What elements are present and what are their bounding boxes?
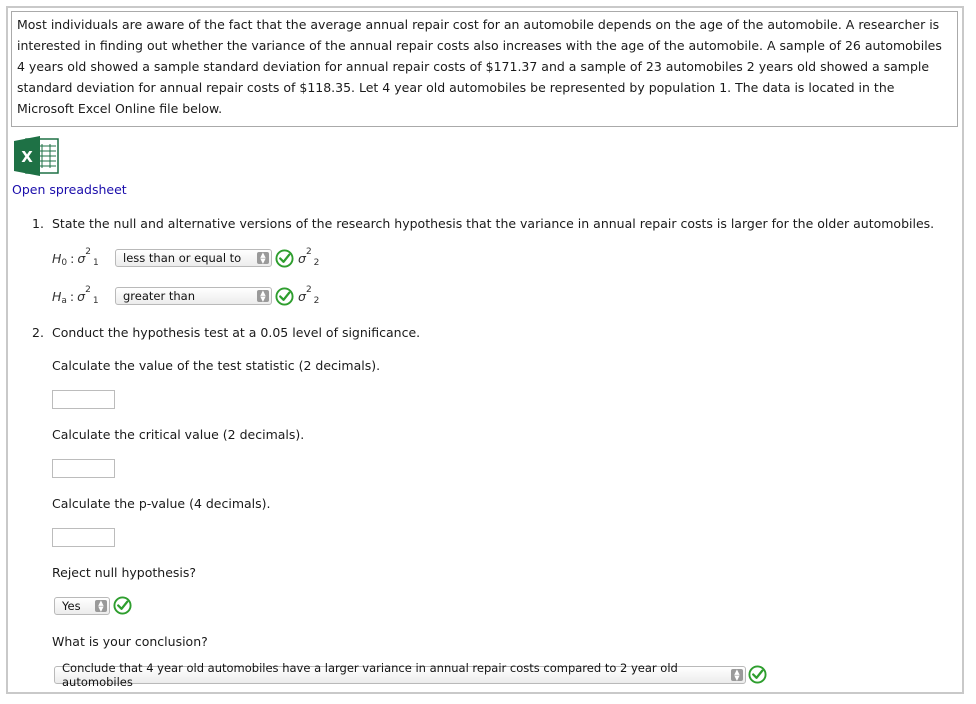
q1-text: State the null and alternative versions of the research hypothesis that the variance in annual repair costs is larger for the older automobiles. <box>52 216 935 231</box>
excel-icon[interactable] <box>14 136 60 176</box>
h0-sigma2: σ <box>298 250 306 266</box>
conclusion-value: Conclude that 4 year old automobiles have a larger variance in annual repair costs compared to 2 year old automobiles <box>62 661 678 689</box>
reject-select[interactable] <box>54 597 110 615</box>
h0-subscript: 0 <box>61 258 68 268</box>
ha-pop2: 2 <box>313 296 320 306</box>
h0-sigma1: σ <box>77 250 86 266</box>
ha-colon: : <box>69 288 75 304</box>
reject-value: Yes <box>62 599 81 613</box>
svg-text:X: X <box>21 148 33 166</box>
chevron-updown-icon: ▲ ▼ <box>257 290 269 302</box>
ha-row <box>52 286 99 306</box>
check-icon <box>275 249 294 268</box>
ha-sigma1: σ <box>77 288 86 304</box>
ha-relation-value: greater than <box>123 289 195 303</box>
ha-sq1: 2 <box>85 285 91 295</box>
conclusion-select[interactable] <box>54 661 746 689</box>
h0-sq1: 2 <box>85 247 92 257</box>
h0-colon: : <box>70 250 75 266</box>
critical-value-input[interactable] <box>52 459 115 478</box>
intro-text: Most individuals are aware of the fact that the average annual repair cost for an automobile depends on the age of the automobile. A researcher is interested in finding out whether the variance of the annual repair costs also increases with the age of the automobile. A sample of 26 automobiles 4 years old showed a sample standard deviation for annual repair costs of $171.37 and a sample of 23 automobiles 2 years old showed a sample standard deviation for annual repair costs of $118.35. Let 4 year old automobiles be represented by population 1. The data is located in the Microsoft Excel Online file below. <box>17 17 942 116</box>
chevron-updown-icon: ▲ ▼ <box>95 600 107 612</box>
q2-number: 2. <box>32 325 44 340</box>
h0-pop1: 1 <box>93 258 99 268</box>
open-spreadsheet-link[interactable]: Open spreadsheet <box>12 182 127 197</box>
ha-subscript: a <box>61 296 67 306</box>
ha-relation-select[interactable] <box>115 287 272 305</box>
p-value-label: Calculate the p-value (4 decimals). <box>52 496 271 511</box>
h0-pop2: 2 <box>313 258 320 268</box>
p-value-input[interactable] <box>52 528 115 547</box>
q1-number: 1. <box>32 216 44 231</box>
test-stat-input[interactable] <box>52 390 115 409</box>
h0-row <box>52 248 99 268</box>
ha-rhs <box>298 286 319 306</box>
critical-value-label: Calculate the critical value (2 decimals). <box>52 427 305 442</box>
h0-rhs <box>298 248 319 268</box>
h0-sq2: 2 <box>305 247 312 257</box>
h0-relation-value: less than or equal to <box>123 251 242 265</box>
check-icon <box>113 596 132 615</box>
chevron-updown-icon: ▲ ▼ <box>731 669 743 681</box>
ha-sigma2: σ <box>298 288 306 304</box>
reject-label: Reject null hypothesis? <box>52 565 197 580</box>
ha-sq2: 2 <box>305 285 312 295</box>
conclusion-label: What is your conclusion? <box>52 634 208 649</box>
question-panel <box>6 6 964 694</box>
h0-relation-select[interactable] <box>115 249 272 267</box>
test-stat-label: Calculate the value of the test statistic (2 decimals). <box>52 358 381 373</box>
chevron-updown-icon: ▲ ▼ <box>257 252 269 264</box>
check-icon <box>748 665 767 684</box>
q2-text: Conduct the hypothesis test at a 0.05 level of significance. <box>52 325 421 340</box>
h0-symbol: H <box>52 250 62 266</box>
ha-pop1: 1 <box>92 296 99 306</box>
ha-symbol: H <box>52 288 62 304</box>
check-icon <box>275 287 294 306</box>
problem-statement <box>11 11 958 127</box>
